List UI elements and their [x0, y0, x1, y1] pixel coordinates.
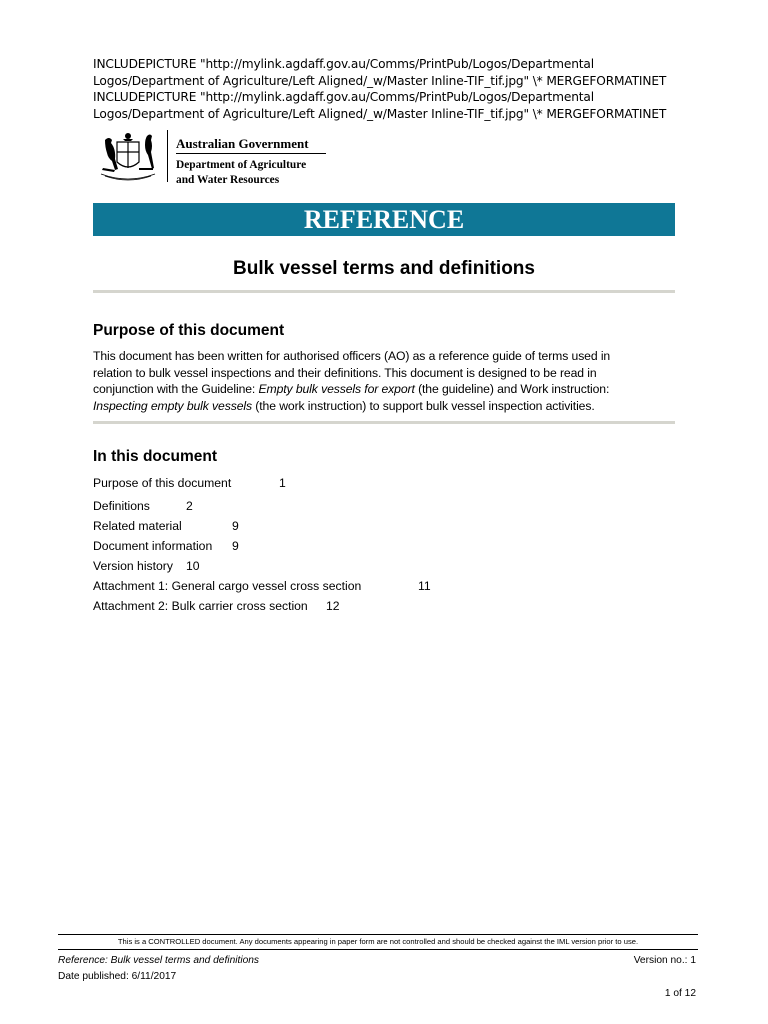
toc-item-label: Related material [93, 519, 182, 533]
purpose-line [93, 348, 678, 365]
toc-item-page: 11 [418, 579, 431, 593]
toc-item-page: 10 [186, 559, 200, 573]
logo-divider [167, 130, 168, 182]
purpose-line [93, 365, 678, 382]
purpose-text: (the guideline) and Work instruction: [414, 382, 610, 397]
toc-item-attachment-1[interactable] [93, 578, 431, 594]
toc-item-definitions[interactable] [93, 498, 193, 514]
purpose-text: (the work instruction) to support bulk vessel inspection activities. [252, 398, 595, 413]
department-line-2: and Water Resources [176, 173, 280, 186]
purpose-italic-text: Inspecting empty bulk vessels [93, 398, 253, 413]
toc-item-document-information[interactable] [93, 538, 239, 554]
purpose-paragraph [93, 348, 678, 414]
toc-item-page: 1 [279, 476, 286, 490]
field-code-line: INCLUDEPICTURE "http://mylink.agdaff.gov.au/Comms/PrintPub/Logos/Departmental [93, 57, 594, 71]
purpose-line [93, 398, 678, 415]
toc-item-label: Version history [93, 559, 173, 573]
document-title: Bulk vessel terms and definitions [233, 258, 535, 279]
purpose-text: conjunction with the Guideline: [93, 382, 259, 397]
toc-item-page: 12 [326, 599, 340, 613]
purpose-text: relation to bulk vessel inspections and their definitions. This document is designed to be read in [93, 365, 597, 380]
toc-item-attachment-2[interactable] [93, 598, 340, 614]
purpose-italic-text: Empty bulk vessels for export [258, 382, 415, 397]
reference-banner: REFERENCE [93, 203, 675, 236]
toc-item-label: Purpose of this document [93, 476, 232, 490]
coat-of-arms-icon [95, 128, 161, 184]
field-code-line: INCLUDEPICTURE "http://mylink.agdaff.gov.au/Comms/PrintPub/Logos/Departmental [93, 90, 594, 105]
government-name: Australian Government [176, 136, 309, 151]
field-code-text [93, 56, 693, 122]
toc-item-page: 9 [232, 519, 239, 533]
department-line-1: Department of Agriculture [176, 159, 307, 171]
toc-heading: In this document [93, 448, 217, 465]
purpose-line [93, 381, 678, 398]
government-logo [93, 128, 328, 186]
toc-item-label: Definitions [93, 499, 150, 513]
footer-date-published: Date published: 6/11/2017 [58, 971, 177, 982]
section-divider [93, 421, 675, 424]
page-number: 1 of 12 [664, 988, 696, 999]
toc-item-label: Attachment 2: Bulk carrier cross section [93, 599, 308, 613]
purpose-heading: Purpose of this document [93, 322, 285, 339]
toc-item-related-material[interactable] [93, 518, 239, 534]
logo-rule [176, 153, 326, 154]
footer-version: Version no.: 1 [633, 955, 696, 966]
title-divider [93, 290, 675, 293]
toc-item-purpose[interactable] [93, 475, 286, 491]
controlled-document-notice: This is a CONTROLLED document. Any documents appearing in paper form are not controlled and should be checked against the IML version prior to use. [58, 934, 698, 950]
toc-item-version-history[interactable] [93, 558, 200, 574]
field-code-line: Logos/Department of Agriculture/Left Aligned/_w/Master Inline-TIF_tif.jpg" \* MERGEFORMATINET [93, 106, 667, 121]
toc-item-page: 2 [186, 499, 193, 513]
footer-document-title: Reference: Bulk vessel terms and definitions [58, 955, 260, 966]
toc-item-label: Attachment 1: General cargo vessel cross section [93, 579, 362, 593]
department-name [176, 158, 306, 187]
toc-item-label: Document information [93, 539, 213, 553]
field-code-line: Logos/Department of Agriculture/Left Aligned/_w/Master Inline-TIF_tif.jpg" \* MERGEFORMATINET [93, 73, 667, 88]
purpose-text: This document has been written for authorised officers (AO) as a reference guide of terms used in [93, 349, 611, 363]
toc-item-page: 9 [232, 539, 239, 553]
